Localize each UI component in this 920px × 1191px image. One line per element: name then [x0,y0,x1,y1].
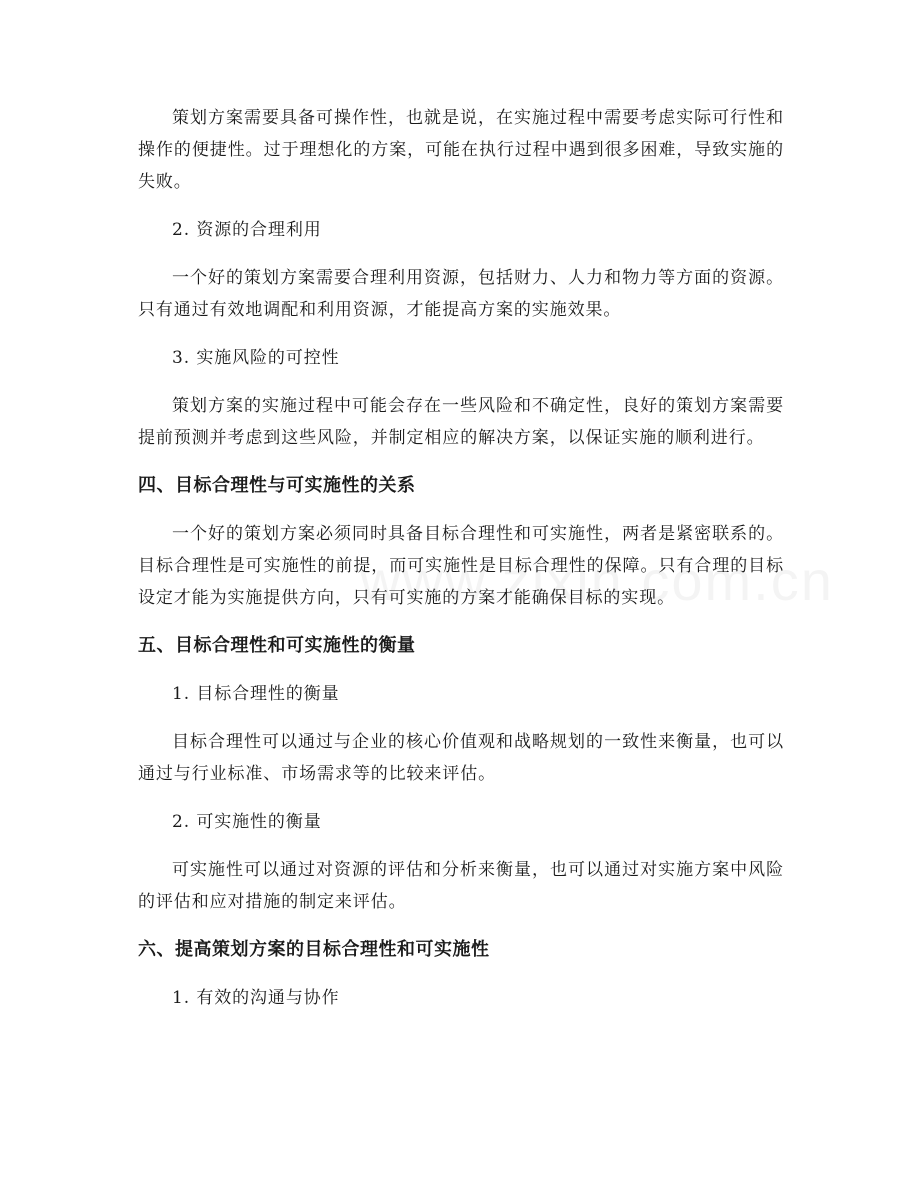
subheading-goal-measure: 1. 目标合理性的衡量 [172,684,340,704]
section-heading-4: 四、目标合理性与可实施性的关系 [138,475,416,496]
paragraph-operability: 策划方案需要具备可操作性，也就是说，在实施过程中需要考虑实际可行性和操作的便捷性。过于理想化的方案，可能在执行过程中遇到很多困难，导致实施的失败。 [138,108,784,192]
section-heading-6: 六、提高策划方案的目标合理性和可实施性 [138,939,490,960]
document-content [138,102,784,1030]
paragraph-relationship: 一个好的策划方案必须同时具备目标合理性和可实施性，两者是紧密联系的。目标合理性是可实施性的前提，而可实施性是目标合理性的保障。只有合理的目标设定才能为实施提供方向，只有可实施的方案才能确保目标的实现。 [138,524,784,608]
paragraph-feasibility-measure: 可实施性可以通过对资源的评估和分析来衡量，也可以通过对实施方案中风险的评估和应对措施的制定来评估。 [138,860,784,912]
section-heading-5: 五、目标合理性和可实施性的衡量 [138,635,416,656]
paragraph-goal-measure: 目标合理性可以通过与企业的核心价值观和战略规划的一致性来衡量，也可以通过与行业标准、市场需求等的比较来评估。 [138,732,784,784]
paragraph-resource-use: 一个好的策划方案需要合理利用资源，包括财力、人力和物力等方面的资源。只有通过有效地调配和利用资源，才能提高方案的实施效果。 [138,268,784,320]
subheading-communication: 1. 有效的沟通与协作 [172,988,340,1008]
subheading-feasibility-measure: 2. 可实施性的衡量 [172,812,322,832]
subheading-resource-use: 2. 资源的合理利用 [172,220,322,240]
paragraph-risk-control: 策划方案的实施过程中可能会存在一些风险和不确定性，良好的策划方案需要提前预测并考虑到这些风险，并制定相应的解决方案，以保证实施的顺利进行。 [138,396,784,448]
subheading-risk-control: 3. 实施风险的可控性 [172,348,340,368]
